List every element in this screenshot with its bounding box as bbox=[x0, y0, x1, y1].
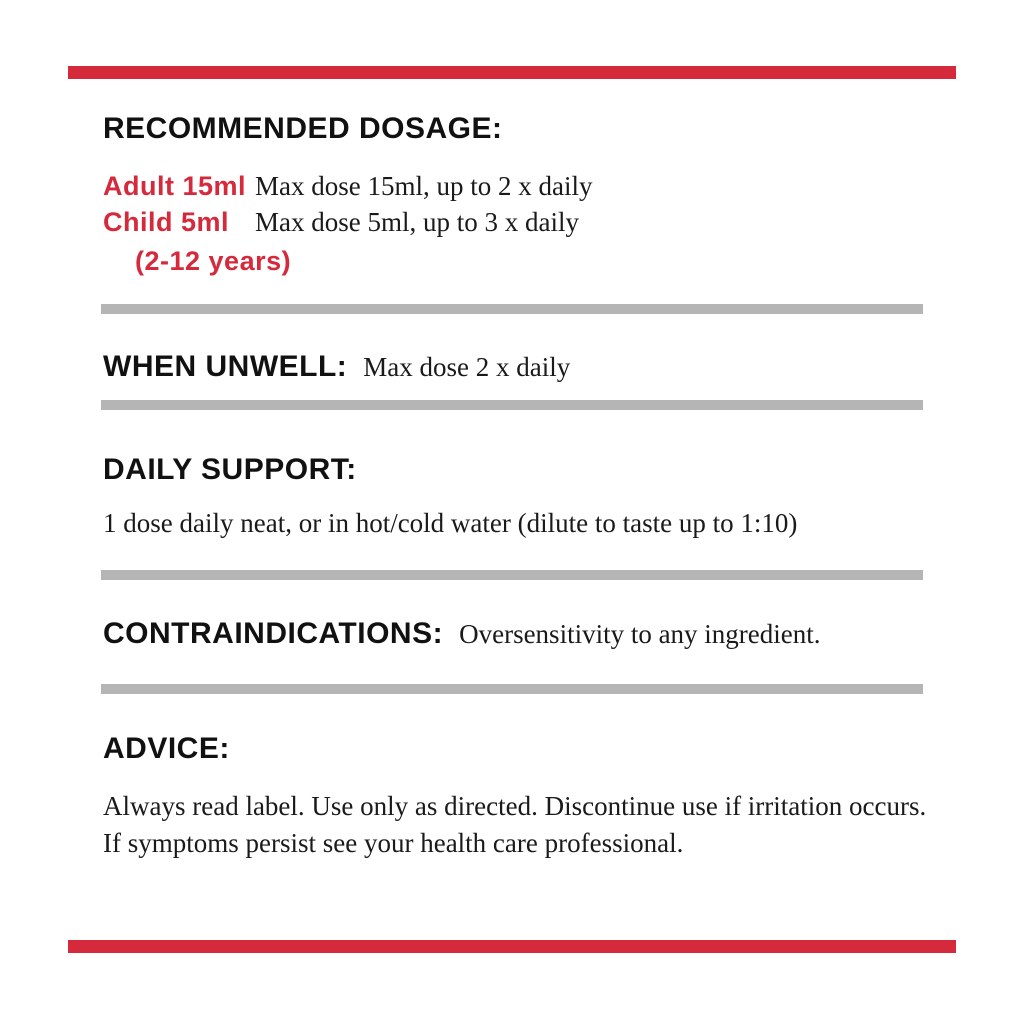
child-dose-text: Max dose 5ml, up to 3 x daily bbox=[255, 207, 579, 237]
when-unwell-text: Max dose 2 x daily bbox=[363, 352, 571, 382]
child-dose-label: Child 5ml bbox=[103, 207, 230, 237]
adult-dose-text: Max dose 15ml, up to 2 x daily bbox=[255, 171, 593, 201]
section-divider bbox=[101, 400, 923, 410]
recommended-dosage-heading: RECOMMENDED DOSAGE: bbox=[103, 112, 503, 145]
section-divider bbox=[101, 304, 923, 314]
dosage-row-adult bbox=[103, 171, 803, 207]
advice-text: Always read label. Use only as directed. Discontinue use if irritation occurs. If symptoms persist see your health care professional. bbox=[103, 791, 927, 858]
dosage-row-child bbox=[103, 207, 803, 243]
when-unwell-section bbox=[103, 350, 570, 384]
contraindications-section bbox=[103, 617, 821, 651]
section-divider bbox=[101, 570, 923, 580]
dosage-table bbox=[103, 171, 803, 279]
child-age-note: (2-12 years) bbox=[135, 246, 292, 276]
contraindications-heading: CONTRAINDICATIONS: bbox=[103, 617, 444, 650]
advice-heading: ADVICE: bbox=[103, 732, 230, 765]
section-divider bbox=[101, 684, 923, 694]
top-accent-bar bbox=[68, 66, 956, 79]
daily-support-text: 1 dose daily neat, or in hot/cold water (dilute to taste up to 1:10) bbox=[103, 508, 798, 538]
bottom-accent-bar bbox=[68, 940, 956, 953]
contraindications-text: Oversensitivity to any ingredient. bbox=[459, 619, 821, 649]
when-unwell-heading: WHEN UNWELL: bbox=[103, 350, 348, 383]
daily-support-heading: DAILY SUPPORT: bbox=[103, 453, 357, 486]
adult-dose-label: Adult 15ml bbox=[103, 171, 247, 201]
